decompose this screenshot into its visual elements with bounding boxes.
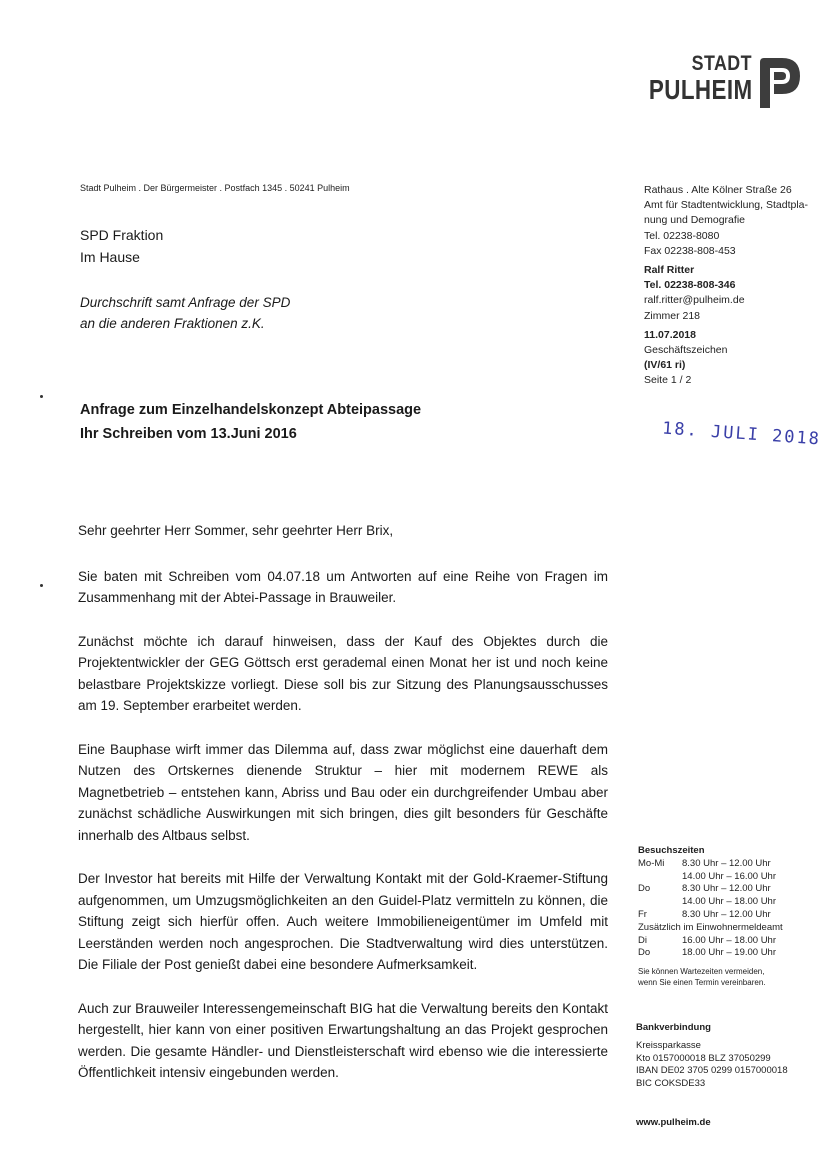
logo-text-stadt: STADT [691,52,752,75]
hours-row [638,883,776,896]
reference-label: Geschäftszeichen [644,344,728,357]
hours-day: Do [638,883,651,895]
note-line: wenn Sie einen Termin vereinbaren. [638,978,766,988]
appointment-note [638,966,798,988]
bank-title: Bankverbindung [636,1022,711,1033]
hours-row [638,896,776,909]
website-link[interactable]: www.pulheim.de [636,1117,711,1128]
bank-line: BIC COKSDE33 [636,1078,706,1090]
received-date-stamp: 18. JULI 2018 [661,418,822,450]
hours-day: Di [638,934,647,946]
office-name: Amt für Stadtentwicklung, Stadtpla- [644,199,808,212]
bank-line: Kto 0157000018 BLZ 37050299 [636,1052,771,1064]
subject [80,398,421,446]
hours-time: 16.00 Uhr – 18.00 Uhr [682,934,777,946]
letter-body [78,520,608,1106]
visiting-hours-title: Besuchszeiten [638,845,705,856]
punch-mark [40,395,43,398]
office-address: Rathaus . Alte Kölner Straße 26 [644,184,792,196]
contact-email: ralf.ritter@pulheim.de [644,294,745,307]
hours-row [638,947,776,960]
bank-line: IBAN DE02 3705 0299 0157000018 [636,1065,788,1077]
hours-time: 18.00 Uhr – 19.00 Uhr [682,947,777,959]
note-line: Sie können Wartezeiten vermeiden, [638,967,765,977]
hours-day: Mo-Mi [638,857,665,869]
hours-day [638,896,682,909]
paragraph: Eine Bauphase wirft immer das Dilemma auf, dass zwar möglichst eine dauerhaft dem Nutzen des Ortskernes dienende Struktur – hier mit modernem REWE als Magnetbetrieb – entstehen kann, Abriss und Bau oder ein durchgreifender Umbau aber zunächst schädliche Auswirkungen mit sich bringen, dies gilt besonders für Geschäfte innerhalb des Altbaus selbst. [78,741,608,843]
hours-time: 14.00 Uhr – 16.00 Uhr [682,870,777,882]
contact-name: Ralf Ritter [644,264,695,277]
paragraph: Der Investor hat bereits mit Hilfe der Verwaltung Kontakt mit der Gold-Kraemer-Stiftung aufgenommen, um Umzugsmöglichkeiten an den Guidel-Platz vermitteln zu können, die Stiftung zeigt sich hierfür offen. Auch weitere Immobilieneigentümer im Umfeld mit Leerständen werden noch angesprochen. Die Stadtverwaltung wird dies unterstützen. Die Filiale der Post genießt dabei eine besondere Aufmerksamkeit. [78,871,608,972]
bank-details [636,1022,788,1091]
hours-day [638,871,682,884]
hours-day: Fr [638,908,647,920]
hours-row [638,909,776,922]
city-logo [640,52,810,112]
visiting-hours [638,845,798,988]
copy-note [80,292,290,334]
office-tel: Tel. 02238-8080 [644,229,720,242]
sender-line: Stadt Pulheim . Der Bürgermeister . Postfach 1345 . 50241 Pulheim [80,183,350,193]
page-number: Seite 1 / 2 [644,374,692,387]
hours-time: 14.00 Uhr – 18.00 Uhr [682,896,777,908]
hours-row [638,935,776,948]
hours-time: 8.30 Uhr – 12.00 Uhr [682,908,771,920]
bank-line: Kreissparkasse [636,1039,701,1051]
contact-sidebar [644,183,814,389]
letter-date: 11.07.2018 [644,328,696,341]
subject-line: Anfrage zum Einzelhandelskonzept Abteipassage [80,402,422,418]
contact-room: Zimmer 218 [644,309,701,322]
hours-time: 8.30 Uhr – 12.00 Uhr [682,857,771,869]
paragraph: Zunächst möchte ich darauf hinweisen, dass der Kauf des Objektes durch die Projektentwickler der GEG Göttsch erst gerademal einen Monat her ist und noch keine belastbare Projektskizze vorliegt. Diese soll bis zur Sitzung des Planungsausschusses am 19. September erarbeitet werden. [78,633,608,713]
hours-row [638,871,776,884]
copy-note-line: an die anderen Fraktionen z.K. [80,316,265,331]
office-name-cont: nung und Demografie [644,214,745,227]
hours-table [638,858,776,922]
reference-number: (IV/61 ri) [644,359,686,372]
pulheim-p-icon [754,54,804,110]
hours-day: Do [638,947,651,959]
hours-time: 8.30 Uhr – 12.00 Uhr [682,883,771,895]
office-fax: Fax 02238-808-453 [644,244,736,257]
subject-line: Ihr Schreiben vom 13.Juni 2016 [80,426,297,442]
hours-row [638,858,776,871]
recipient-line: SPD Fraktion [80,227,164,243]
recipient-address [80,224,163,268]
paragraph: Sie baten mit Schreiben vom 04.07.18 um Antworten auf eine Reihe von Fragen im Zusammenhang mit der Abtei-Passage in Brauweiler. [78,568,608,605]
fold-mark [40,584,43,587]
copy-note-line: Durchschrift samt Anfrage der SPD [80,295,291,310]
paragraph: Auch zur Brauweiler Interessengemeinschaft BIG hat die Verwaltung bereits den Kontakt hergestellt, hier kann von einer positiven Erwartungshaltung an das Projekt gesprochen werden. Die gesamte Händler- und Dienstleisterschaft wird ebenso wie die interessierte Öffentlichkeit intensiv eingebunden werden. [78,1000,608,1080]
logo-text-pulheim: PULHEIM [648,74,752,105]
registry-hours-label: Zusätzlich im Einwohnermeldeamt [638,921,783,933]
salutation: Sehr geehrter Herr Sommer, sehr geehrter Herr Brix, [78,523,394,538]
contact-tel: Tel. 02238-808-346 [644,279,736,292]
registry-hours-table [638,935,776,961]
recipient-line: Im Hause [80,249,140,265]
